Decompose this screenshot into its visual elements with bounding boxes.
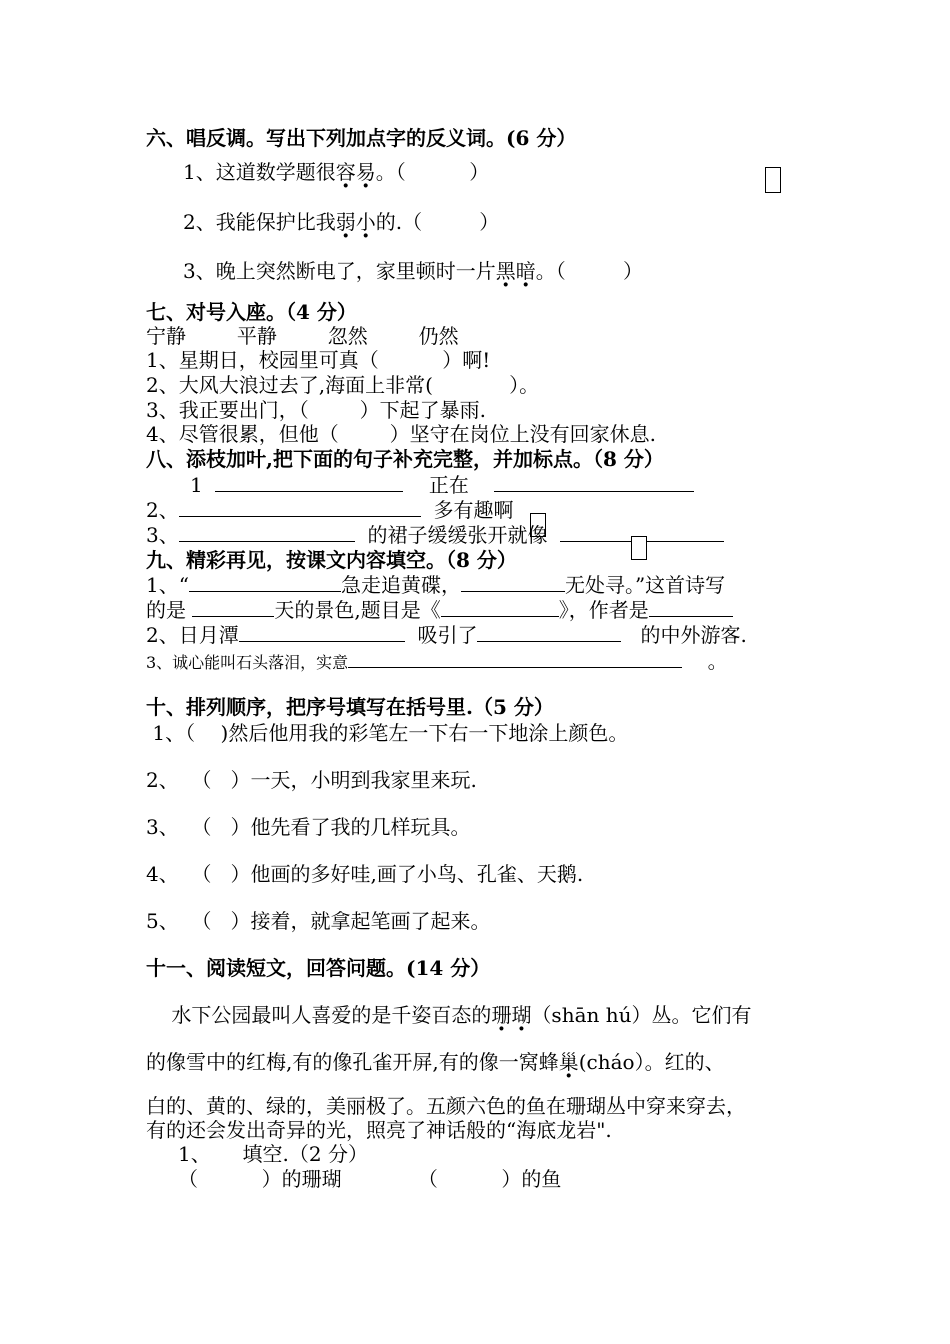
placeholder-box (631, 536, 647, 560)
s7-item: 2、大风大浪过去了,海面上非常( ）。 (146, 373, 540, 397)
s11-paragraph-line-1: 水下公园最叫人喜爱的是千姿百态的珊瑚（shān hú）丛。它们有 (146, 1003, 752, 1027)
s6-question-2: 2、我能保护比我弱小的.（ ） (183, 210, 500, 234)
section-11-title: 十一、阅读短文，回答问题。(14 分） (146, 956, 491, 980)
s11-question-1: 1、 填空.（2 分） (178, 1142, 368, 1166)
section-9-title: 九、精彩再见，按课文内容填空。（8 分） (146, 548, 517, 572)
s7-item: 3、我正要出门，（ ）下起了暴雨. (146, 398, 486, 422)
s6-question-3: 3、晚上突然断电了，家里顿时一片黑暗。（ ） (183, 259, 643, 283)
s10-item: 3、 （ ）他先看了我的几样玩具。 (146, 815, 471, 839)
s11-paragraph-line-2: 的像雪中的红梅,有的像孔雀开屏,有的像一窝蜂巢(cháo）。红的、 (146, 1050, 725, 1074)
placeholder-box (765, 167, 781, 193)
section-10-title: 十、排列顺序，把序号填写在括号里.（5 分） (146, 695, 554, 719)
section-6-title: 六、唱反调。写出下列加点字的反义词。(6 分） (146, 126, 577, 150)
s11-paragraph-line-3: 白的、黄的、绿的，美丽极了。五颜六色的鱼在珊瑚丛中穿来穿去， (146, 1094, 746, 1118)
s6-question-1: 1、这道数学题很容易。（ ） (183, 160, 490, 184)
section-8-title: 八、添枝加叶,把下面的句子补充完整，并加标点。（8 分） (146, 447, 664, 471)
s10-item: 5、 （ ）接着，就拿起笔画了起来。 (146, 909, 491, 933)
s7-word-bank: 宁静 平静 忽然 仍然 (146, 324, 459, 348)
s9-line-1: 1、“ 急走追黄碟， 无处寻。”这首诗写 (146, 573, 726, 597)
s10-item: 2、 （ ）一天，小明到我家里来玩. (146, 768, 477, 792)
s8-line-3: 3、 的裙子缓缓张开就像 (146, 523, 724, 547)
s10-item: 4、 （ ）他画的多好哇,画了小鸟、孔雀、天鹅. (146, 862, 584, 886)
s8-line-2: 2、 多有趣啊 (146, 498, 514, 522)
s9-line-3: 2、日月潭 吸引了 的中外游客. (146, 623, 747, 647)
s11-question-1-blanks: （ ）的珊瑚 （ ）的鱼 (178, 1167, 562, 1191)
s8-line-1: 1 正在 (190, 473, 694, 497)
s9-line-4: 3、诚心能叫石头落泪，实意 。 (146, 649, 728, 673)
s11-paragraph-line-4: 有的还会发出奇异的光，照亮了神话般的“海底龙岩". (146, 1118, 612, 1142)
s7-item: 4、尽管很累，但他（ ）坚守在岗位上没有回家休息. (146, 422, 656, 446)
s7-item: 1、星期日，校园里可真（ ）啊! (146, 348, 491, 372)
s10-item: 1、（ )然后他用我的彩笔左一下右一下地涂上颜色。 (146, 721, 629, 745)
section-7-title: 七、对号入座。（4 分） (146, 300, 357, 324)
s9-line-2: 的是 天的景色,题目是《 》，作者是 (146, 598, 733, 622)
